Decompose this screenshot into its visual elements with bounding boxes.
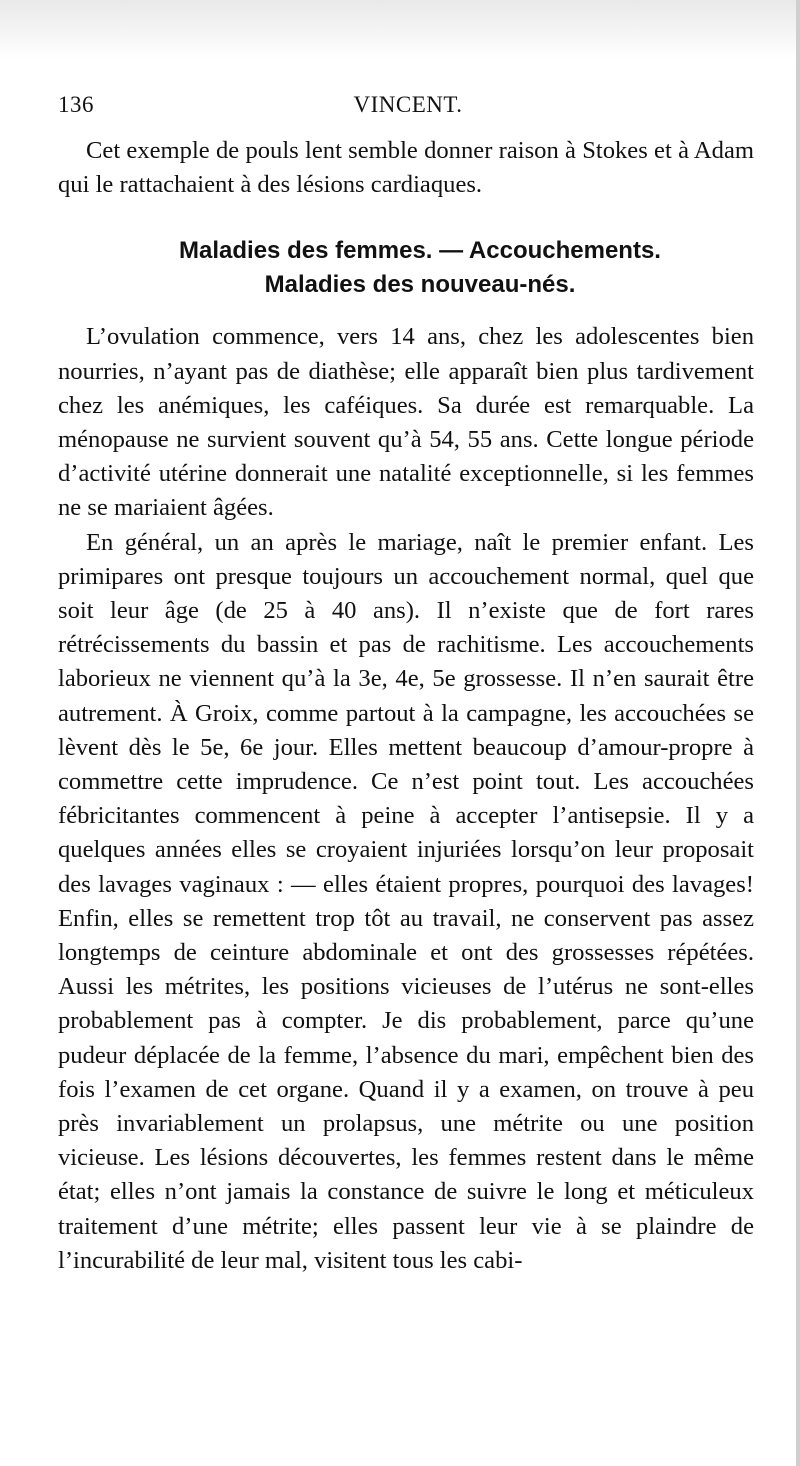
page-number: 136	[58, 92, 94, 117]
paragraph-1: Cet exemple de pouls lent semble donner raison à Stokes et à Adam qui le rattachaient à des lésions cardiaques.	[58, 137, 754, 199]
heading-line-1: Maladies des femmes. — Accouchements.	[179, 237, 661, 265]
section-heading	[58, 234, 754, 302]
heading-line-2: Maladies des nouveau-nés.	[264, 271, 576, 299]
paragraph-3: En général, un an après le mariage, naît le premier enfant. Les primipares ont presque toujours un accouchement normal, quel que soit leur âge (de 25 à 40 ans). Il n’existe que de fort rares rétrécissements du bassin et pas de rachitisme. Les accouchements laborieux ne viennent qu’à la 3e, 4e, 5e grossesse. Il n’en saurait être autrement. À Groix, comme partout à la campagne, les accouchées se lèvent dès le 5e, 6e jour. Elles mettent beaucoup d’amour-propre à commettre cette imprudence. Ce n’est point tout. Les accouchées fébricitantes commencent à peine à accepter l’antisepsie. Il y a quelques années elles se croyaient injuriées lorsqu’on leur proposait des lavages vaginaux : — elles étaient propres, pourquoi des lavages! Enfin, elles se remettent trop tôt au travail, ne conservent pas assez longtemps de ceinture abdominale et ont des grossesses répétées. Aussi les métrites, les positions vicieuses de l’utérus ne sont-elles probablement pas à compter. Je dis probablement, parce qu’une pudeur déplacée de la femme, l’absence du mari, empêchent bien des fois l’examen de cet organe. Quand il y a examen, on trouve à peu près invariablement un prolapsus, une métrite ou une position vicieuse. Les lésions découvertes, les femmes restent dans le même état; elles n’ont jamais la constance de suivre le long et méticuleux traitement d’une métrite; elles passent leur vie à se plaindre de l’incurabilité de leur mal, visitent tous les cabi-	[58, 528, 754, 1274]
running-title: VINCENT.	[353, 92, 463, 117]
page-edge	[796, 0, 800, 1466]
page-body	[58, 134, 754, 1278]
paragraph-2: L’ovulation commence, vers 14 ans, chez les adolescentes bien nourries, n’ayant pas de diathèse; elle apparaît bien plus tardivement chez les anémiques, les caféiques. Sa durée est remarquable. La ménopause ne survient souvent qu’à 54, 55 ans. Cette longue période d’activité utérine donnerait une natalité exceptionnelle, si les femmes ne se mariaient âgées.	[58, 323, 754, 522]
page-header	[58, 92, 758, 126]
